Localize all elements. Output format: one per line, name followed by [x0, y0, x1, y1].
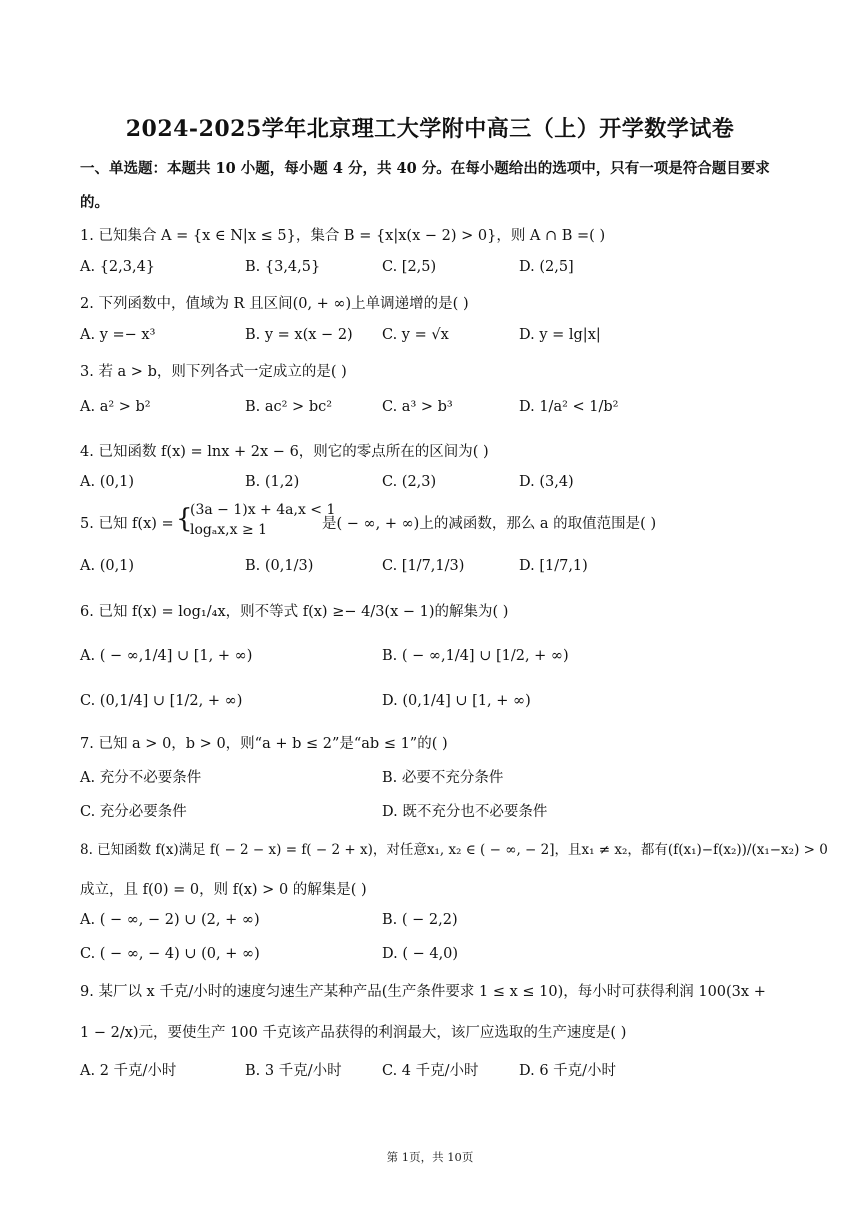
- question-1-option-a: A. {2,3,4}: [80, 259, 156, 275]
- question-7-stem: 7. 已知 a > 0，b > 0，则“a + b ≤ 2”是“ab ≤ 1”的( ): [80, 736, 448, 752]
- question-5-piece-2: logₐx,x ≥ 1: [190, 522, 268, 538]
- question-2-option-a: A. y =− x³: [80, 327, 156, 343]
- question-7-option-d: D. 既不充分也不必要条件: [382, 804, 548, 820]
- question-8-option-b: B. ( − 2,2): [382, 912, 458, 928]
- question-8-stem: 8. 已知函数 f(x)满足 f( − 2 − x) = f( − 2 + x)，对任意x₁, x₂ ∈ ( − ∞, − 2]，且x₁ ≠ x₂，都有(f(x₁)−f(x₂))/(x₁−x₂) > 0: [80, 842, 828, 858]
- question-8-option-a: A. ( − ∞, − 2) ∪ (2, + ∞): [80, 912, 260, 928]
- question-9-option-a: A. 2 千克/小时: [80, 1063, 177, 1079]
- question-9-stem-continued: 1 − 2/x)元，要使生产 100 千克该产品获得的利润最大，该厂应选取的生产速度是( ): [80, 1025, 627, 1041]
- question-3-stem: 3. 若 a > b，则下列各式一定成立的是( ): [80, 364, 347, 380]
- question-8-stem-continued: 成立，且 f(0) = 0，则 f(x) > 0 的解集是( ): [80, 882, 367, 898]
- question-8-option-c: C. ( − ∞, − 4) ∪ (0, + ∞): [80, 946, 260, 962]
- question-6-option-a: A. ( − ∞,1/4] ∪ [1, + ∞): [80, 648, 253, 664]
- question-7-option-b: B. 必要不充分条件: [382, 770, 504, 786]
- question-2-option-b: B. y = x(x − 2): [245, 327, 353, 343]
- question-3-option-a: A. a² > b²: [80, 399, 151, 415]
- question-3-option-b: B. ac² > bc²: [245, 399, 333, 415]
- section-line-1: 一、单选题：本题共 10 小题，每小题 4 分，共 40 分。在每小题给出的选项中，只有一项是符合题目要求: [80, 160, 770, 177]
- question-3-option-c: C. a³ > b³: [382, 399, 453, 415]
- section-heading: [80, 152, 780, 220]
- question-9-stem: 9. 某厂以 x 千克/小时的速度匀速生产某种产品(生产条件要求 1 ≤ x ≤ 10)，每小时可获得利润 100(3x +: [80, 984, 766, 1000]
- question-9-option-c: C. 4 千克/小时: [382, 1063, 479, 1079]
- question-5-option-d: D. [1/7,1): [519, 558, 588, 574]
- question-5-option-a: A. (0,1): [80, 558, 135, 574]
- question-6-option-d: D. (0,1/4] ∪ [1, + ∞): [382, 693, 531, 709]
- question-6-option-b: B. ( − ∞,1/4] ∪ [1/2, + ∞): [382, 648, 569, 664]
- question-4-stem: 4. 已知函数 f(x) = lnx + 2x − 6，则它的零点所在的区间为( ): [80, 444, 489, 460]
- question-1-stem: 1. 已知集合 A = {x ∈ N|x ≤ 5}，集合 B = {x|x(x − 2) > 0}，则 A ∩ B =( ): [80, 228, 606, 244]
- question-6-stem: 6. 已知 f(x) = log₁/₄x，则不等式 f(x) ≥− 4/3(x − 1)的解集为( ): [80, 604, 509, 620]
- page-footer: 第 1页，共 10页: [386, 1150, 474, 1164]
- question-3-option-d: D. 1/a² < 1/b²: [519, 399, 619, 415]
- question-1-option-c: C. [2,5): [382, 259, 437, 275]
- question-4-option-c: C. (2,3): [382, 474, 437, 490]
- question-5-piece-1: (3a − 1)x + 4a,x < 1: [190, 502, 336, 518]
- question-1-option-d: D. (2,5]: [519, 259, 574, 275]
- question-9-option-d: D. 6 千克/小时: [519, 1063, 617, 1079]
- question-9-option-b: B. 3 千克/小时: [245, 1063, 342, 1079]
- question-1-option-b: B. {3,4,5}: [245, 259, 321, 275]
- question-5-stem-prefix: 5. 已知 f(x) =: [80, 516, 174, 532]
- question-7-option-c: C. 充分必要条件: [80, 804, 187, 820]
- question-8-option-d: D. ( − 4,0): [382, 946, 459, 962]
- question-6-option-c: C. (0,1/4] ∪ [1/2, + ∞): [80, 693, 243, 709]
- question-4-option-a: A. (0,1): [80, 474, 135, 490]
- section-line-2: 的。: [80, 194, 109, 211]
- question-4-option-d: D. (3,4): [519, 474, 574, 490]
- question-2-option-c: C. y = √x: [382, 327, 449, 343]
- question-5-option-c: C. [1/7,1/3): [382, 558, 465, 574]
- question-7-option-a: A. 充分不必要条件: [80, 770, 202, 786]
- piecewise-brace: {: [176, 504, 193, 534]
- question-5-option-b: B. (0,1/3): [245, 558, 314, 574]
- page-title: 2024-2025学年北京理工大学附中高三（上）开学数学试卷: [125, 116, 735, 142]
- question-5-stem-suffix: 是( − ∞, + ∞)上的减函数，那么 a 的取值范围是( ): [322, 516, 657, 532]
- question-4-option-b: B. (1,2): [245, 474, 300, 490]
- question-2-option-d: D. y = lg|x|: [519, 327, 601, 343]
- question-2-stem: 2. 下列函数中，值域为 R 且区间(0, + ∞)上单调递增的是( ): [80, 296, 469, 312]
